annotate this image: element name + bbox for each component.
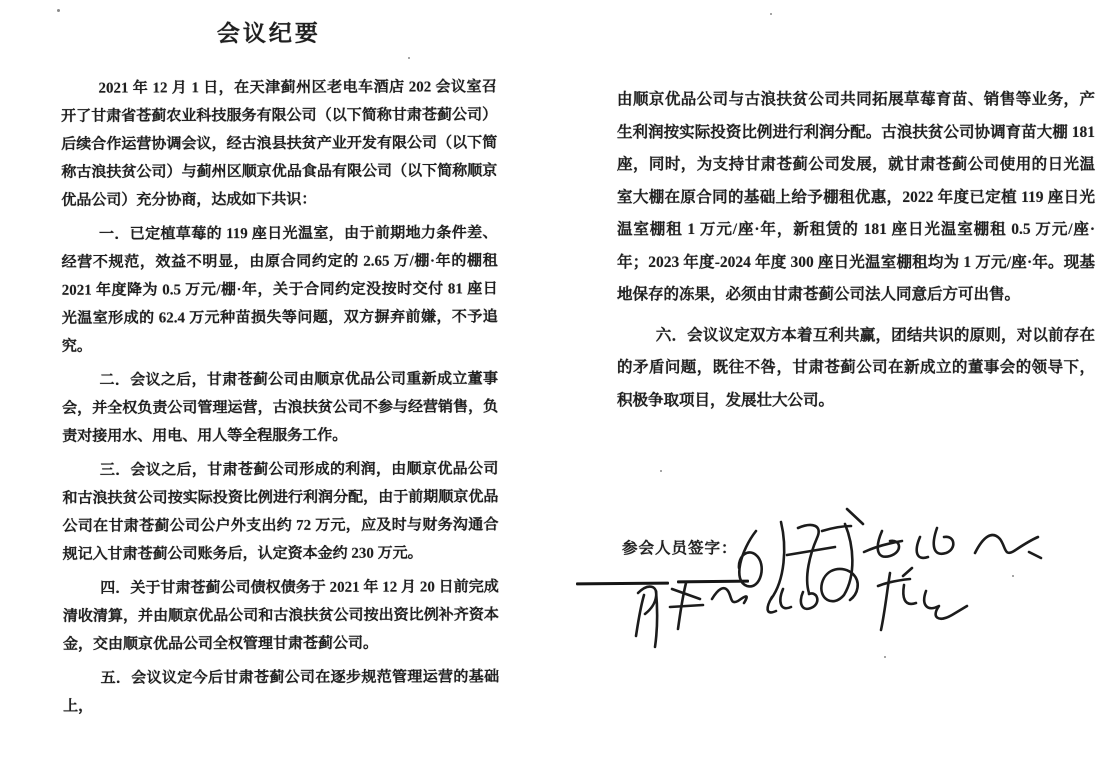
signature-liu-zicheng: [739, 509, 863, 601]
paragraph-item-6: 六．会议议定双方本着互利共赢，团结共识的原则，对以前存在的矛盾问题，既往不咎，甘肃苍蓟公司在新成立的董事会的领导下，积极争取项目，发展壮大公司。: [617, 326, 1095, 409]
scan-speck: [884, 656, 886, 658]
left-page: [61, 19, 499, 727]
signature-label: 参会人员签字：: [622, 540, 738, 557]
paragraph-item-3: 三．会议之后，甘肃苍蓟公司形成的利润，由顺京优品公司和古浪扶贫公司按实际投资比例进行利润分配，由于前期顺京优品公司在甘肃苍蓟公司公户外支出约 72 万元，应及时与财务沟通合规记入甘肃苍蓟公司账务后，认定资本金约 230 万元。: [62, 461, 499, 563]
scan-speck: [1012, 575, 1014, 577]
paragraph-item-5-start: 五．会议议定今后甘肃苍蓟公司在逐步规范管理运营的基础上，: [63, 669, 500, 715]
scan-speck: [57, 9, 60, 12]
scan-speck: [660, 470, 662, 472]
paragraph-item-4: 四．关于甘肃苍蓟公司债权债务于 2021 年 12 月 20 日前完成清收清算，并由顺京优品公司和古浪扶贫公司按出资比例补齐资本金，交由顺京优品公司全权管理甘肃苍蓟公司。: [62, 579, 499, 653]
scan-speck: [770, 13, 772, 15]
signature-wei-anzhi: [878, 568, 967, 630]
paragraph-item-5-continued: 由顺京优品公司与古浪扶贫公司共同拓展草莓育苗、销售等业务，产生利润按实际投资比例进行利润分配。古浪扶贫公司协调育苗大棚 181 座，同时，为支持甘肃苍蓟公司发展，就甘肃苍蓟公司使用的日光温室大棚在原合同的基础上给予棚租优惠，2022 年度已定植 119 座日光温室棚租 1 万元/座·年，新租赁的 181 座日光温室棚租 0.5 万元/座·年；2023 年度-2024 年度 300 座日光温室棚租均为 1 万元/座·年。现基地保存的冻果，必须由甘肃苍蓟公司法人同意后方可出售。: [617, 91, 1095, 303]
paragraph-item-2: 二．会议之后，甘肃苍蓟公司由顺京优品公司重新成立董事会，并全权负责公司管理运营，古浪扶贫公司不参与经营销售，负责对接用水、用电、用人等全程服务工作。: [62, 371, 499, 445]
right-page: [617, 84, 1095, 425]
handwritten-signatures: [560, 495, 1100, 710]
scan-speck: [408, 57, 410, 59]
page-title: 会议纪要: [216, 20, 321, 47]
paragraph-intro: 2021 年 12 月 1 日，在天津蓟州区老电车酒店 202 会议室召开了甘肃省苍蓟农业科技服务有限公司（以下简称甘肃苍蓟公司）后续合作运营协调会议，经古浪县扶贫产业开发有限公司（以下简称古浪扶贫公司）与蓟州区顺京优品食品有限公司（以下简称顺京优品公司）充分协商，达成如下共识：: [61, 79, 498, 209]
paragraph-item-1: 一．已定植草莓的 119 座日光温室，由于前期地力条件差、经营不规范，效益不明显，由原合同约定的 2.65 万/棚·年的棚租 2021 年度降为 0.5 万元/棚·年，关于合同约定没按时交付 81 座日光温室形成的 62.4 万元种苗损失等问题，双方摒弃前嫌，不予追究。: [61, 225, 498, 355]
signature-lu-huashan: [636, 583, 747, 647]
signature-yang-jinshan: [864, 528, 1041, 558]
